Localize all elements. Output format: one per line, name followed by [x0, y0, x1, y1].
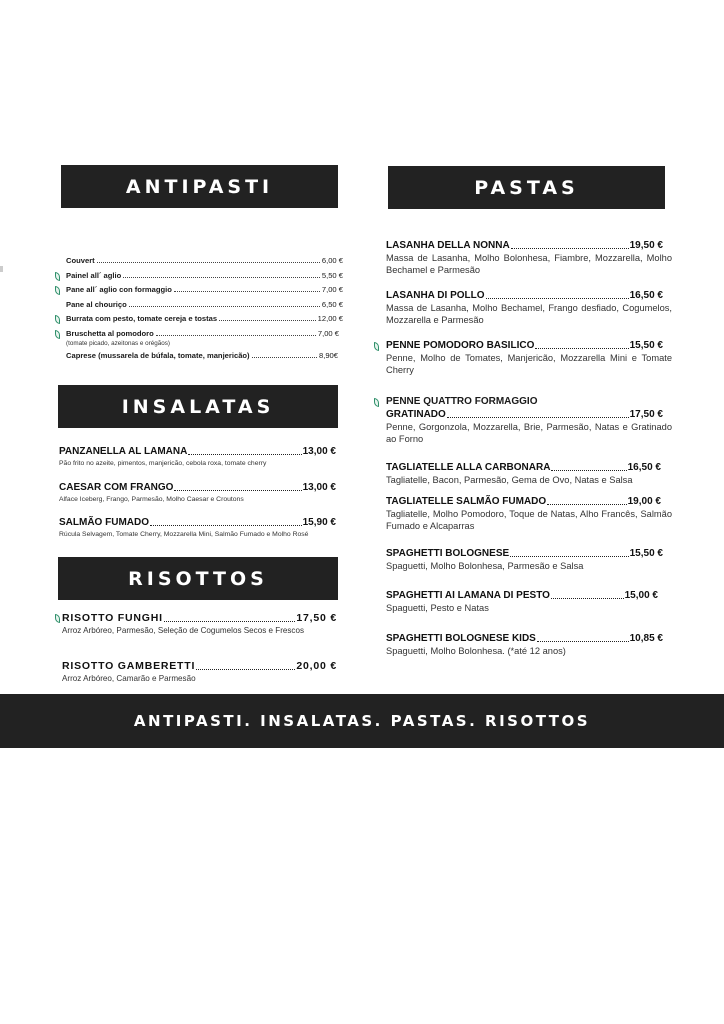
- item-name: Pane all´ aglio con formaggio: [66, 285, 172, 294]
- insalata-item: [59, 482, 336, 504]
- item-price: 15,90 €: [302, 517, 336, 528]
- antipasti-item: [66, 285, 343, 294]
- item-name: TAGLIATELLE ALLA CARBONARA: [386, 462, 551, 473]
- item-price: 17,50 €: [296, 612, 337, 624]
- item-name: TAGLIATELLE SALMÃO FUMADO: [386, 496, 547, 507]
- pastas-heading-label: PASTAS: [474, 176, 579, 199]
- item-name: SPAGHETTI BOLOGNESE: [386, 548, 510, 559]
- item-name: SPAGHETTI AI LAMANA DI PESTO: [386, 590, 550, 601]
- risottos-heading: [58, 557, 338, 600]
- page-edge-mark: [0, 266, 3, 272]
- pasta-item: [386, 462, 672, 486]
- item-price: 19,50 €: [629, 240, 663, 251]
- footer-label: ANTIPASTI. INSALATAS. PASTAS. RISOTTOS: [133, 712, 591, 730]
- item-description: Massa de Lasanha, Molho Bolonhesa, Fiambre, Mozzarella, Molho Bechamel e Parmesão: [386, 253, 672, 275]
- item-note: (tomate picado, azeitonas e orégãos): [66, 340, 170, 347]
- pasta-item: [386, 590, 672, 614]
- item-description: Arroz Arbóreo, Camarão e Parmesão: [62, 674, 196, 683]
- leaf-icon: [374, 342, 379, 351]
- item-description: Pão frito no azeite, pimentos, manjericão, cebola roxa, tomate cherry: [59, 460, 267, 467]
- pasta-item: [386, 396, 672, 445]
- pasta-item: [386, 240, 672, 276]
- risotto-item: [62, 612, 337, 635]
- antipasti-item: [66, 256, 343, 265]
- pasta-item: [386, 290, 672, 326]
- item-price: 10,85 €: [629, 633, 663, 644]
- pasta-item: [386, 548, 672, 572]
- pasta-item: [386, 633, 672, 657]
- insalatas-heading-label: INSALATAS: [121, 395, 275, 418]
- leaf-icon: [374, 398, 379, 407]
- item-description: Rúcula Selvagem, Tomate Cherry, Mozzarella Mini, Salmão Fumado e Molho Rosé: [59, 531, 309, 538]
- item-description: Massa de Lasanha, Molho Bechamel, Frango desfiado, Cogumelos, Mozzarella e Parmesão: [386, 303, 672, 325]
- item-description: Tagliatelle, Molho Pomodoro, Toque de Natas, Alho Francês, Salmão Fumado e Alcaparras: [386, 509, 672, 531]
- leaf-icon: [55, 614, 60, 623]
- antipasti-item: [66, 329, 339, 338]
- item-price: 8,90€: [318, 351, 338, 360]
- antipasti-item: [66, 351, 338, 360]
- item-name: PENNE POMODORO BASILICO: [386, 340, 535, 351]
- item-name: Painel all´ aglio: [66, 271, 122, 280]
- leaf-icon: [55, 286, 60, 295]
- item-description: Tagliatelle, Bacon, Parmesão, Gema de Ovo, Natas e Salsa: [386, 475, 633, 485]
- item-name: RISOTTO FUNGHI: [62, 612, 163, 624]
- item-name-line1: PENNE QUATTRO FORMAGGIO: [386, 396, 538, 407]
- item-price: 15,50 €: [629, 548, 663, 559]
- pasta-item: [386, 496, 672, 532]
- item-price: 20,00 €: [296, 660, 337, 672]
- item-price: 6,50 €: [321, 300, 343, 309]
- item-name: Caprese (mussarela de búfala, tomate, manjericão): [66, 351, 250, 360]
- item-price: 15,00 €: [624, 590, 658, 601]
- item-price: 6,00 €: [321, 256, 343, 265]
- item-name: LASANHA DELLA NONNA: [386, 240, 510, 251]
- antipasti-item: [66, 271, 343, 280]
- item-name: LASANHA DI POLLO: [386, 290, 485, 301]
- item-name: Pane al chouriço: [66, 300, 127, 309]
- item-price: 15,50 €: [629, 340, 663, 351]
- item-name: Bruschetta al pomodoro: [66, 329, 154, 338]
- item-price: 12,00 €: [317, 314, 343, 323]
- item-description: Spaguetti, Molho Bolonhesa, Parmesão e Salsa: [386, 561, 584, 571]
- item-price: 16,50 €: [629, 290, 663, 301]
- pastas-heading: [388, 166, 665, 209]
- item-price: 7,00 €: [317, 329, 339, 338]
- item-description: Spaguetti, Pesto e Natas: [386, 603, 489, 613]
- item-price: 13,00 €: [302, 482, 336, 493]
- item-description: Alface Iceberg, Frango, Parmesão, Molho Caesar e Croutons: [59, 496, 244, 503]
- item-name: RISOTTO GAMBERETTI: [62, 660, 196, 672]
- risottos-heading-label: RISOTTOS: [128, 567, 268, 590]
- insalata-item: [59, 446, 336, 468]
- footer-banner: [0, 694, 724, 748]
- leaf-icon: [55, 330, 60, 339]
- pasta-item: [386, 340, 672, 376]
- item-name: PANZANELLA AL LAMANA: [59, 446, 188, 457]
- item-price: 17,50 €: [629, 409, 663, 420]
- antipasti-item: [66, 300, 343, 309]
- item-name: Burrata com pesto, tomate cereja e tostas: [66, 314, 218, 323]
- risotto-item: [62, 660, 337, 683]
- leaf-icon: [55, 272, 60, 281]
- antipasti-item: [66, 314, 343, 323]
- item-name: SPAGHETTI BOLOGNESE KIDS: [386, 633, 536, 644]
- leaf-icon: [55, 315, 60, 324]
- antipasti-heading-label: ANTIPASTI: [125, 175, 274, 198]
- item-description: Spaguetti, Molho Bolonhesa. (*até 12 anos): [386, 646, 566, 656]
- item-price: 19,00 €: [627, 496, 661, 507]
- item-price: 7,00 €: [321, 285, 343, 294]
- insalatas-heading: [58, 385, 338, 428]
- item-name: CAESAR COM FRANGO: [59, 482, 174, 493]
- item-price: 5,50 €: [321, 271, 343, 280]
- item-price: 16,50 €: [627, 462, 661, 473]
- item-description: Arroz Arbóreo, Parmesão, Seleção de Cogumelos Secos e Frescos: [62, 626, 305, 635]
- item-name: GRATINADO: [386, 409, 446, 420]
- item-description: Penne, Molho de Tomates, Manjericão, Mozzarella Mini e Tomate Cherry: [386, 353, 672, 375]
- insalata-item: [59, 517, 336, 539]
- item-name: Couvert: [66, 256, 95, 265]
- antipasti-heading: [61, 165, 338, 208]
- item-name: SALMÃO FUMADO: [59, 517, 149, 528]
- item-price: 13,00 €: [302, 446, 336, 457]
- item-description: Penne, Gorgonzola, Mozzarella, Brie, Parmesão, Natas e Gratinado ao Forno: [386, 422, 672, 444]
